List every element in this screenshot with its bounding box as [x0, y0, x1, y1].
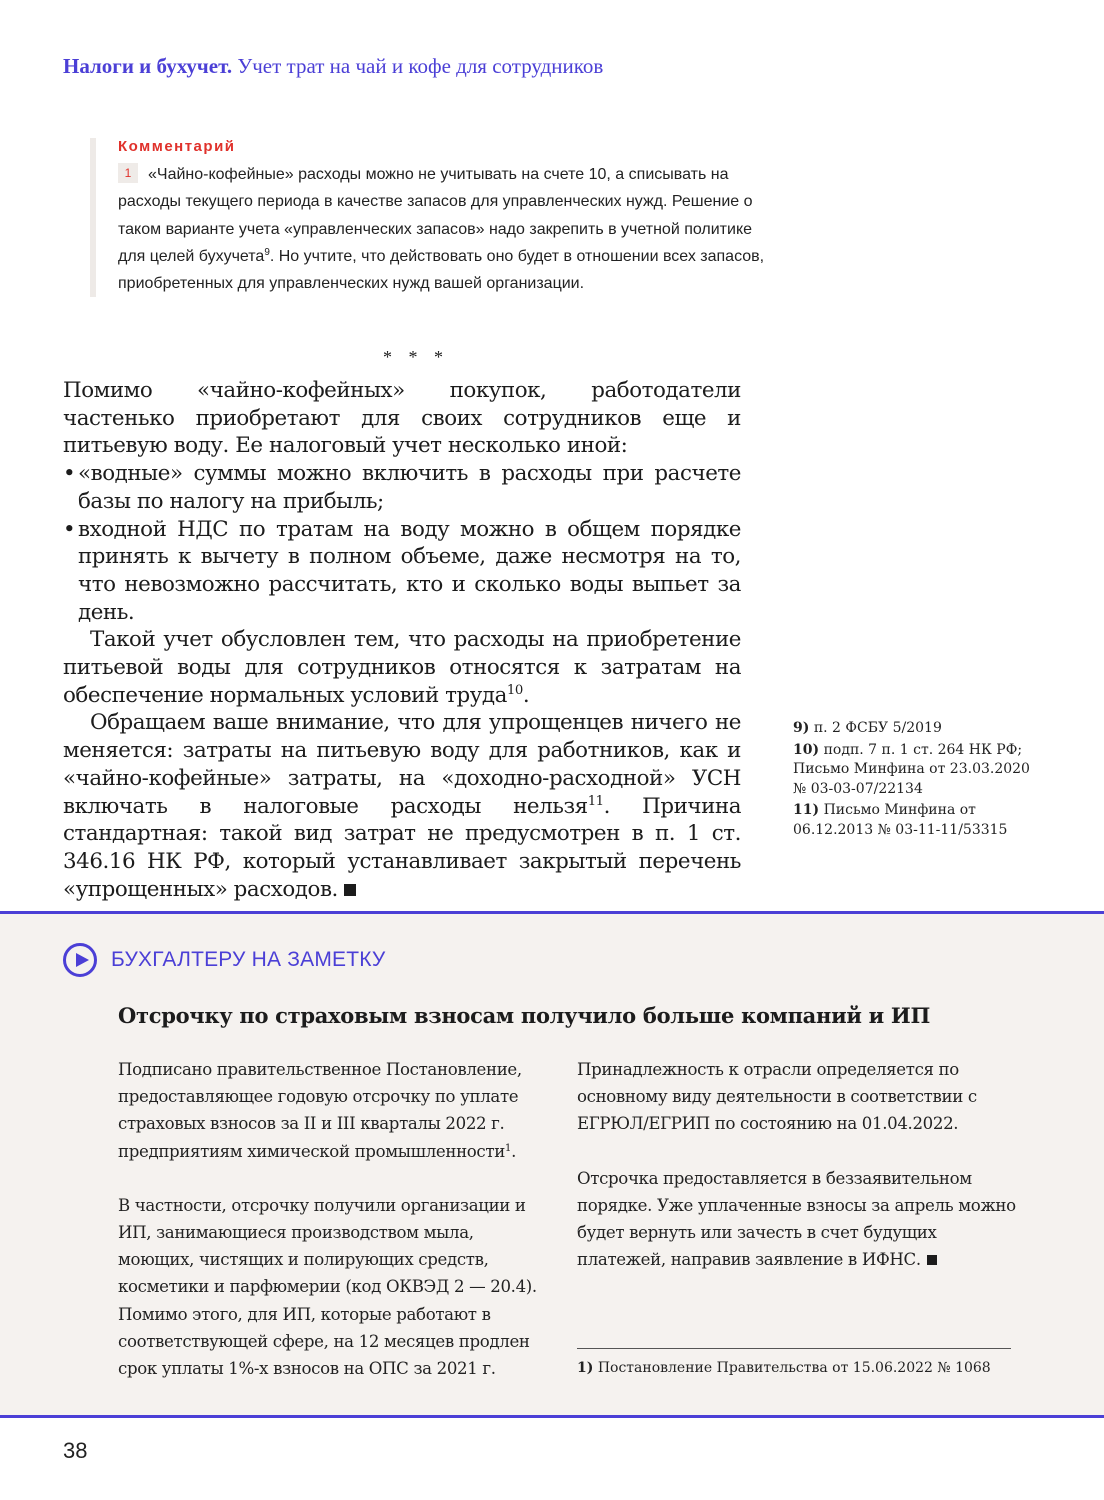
panel-title: Отсрочку по страховым взносам получило больше компаний и ИП — [118, 1003, 930, 1028]
sidenote — [793, 719, 1043, 739]
panel-paragraph-text: Подписано правительственное Постановление, предоставляющее годовую отсрочку по уплате страховых взносов за II и III кварталы 2022 г. предприятиям химической промышленности — [118, 1060, 522, 1161]
accountant-note-panel — [0, 911, 1104, 1418]
sidenote-text: подп. 7 п. 1 ст. 264 НК РФ; Письмо Минфина от 23.03.2020 № 03-03-07/22134 — [793, 741, 1030, 797]
sidenote-number: 10) — [793, 741, 820, 758]
sidenotes — [793, 719, 1043, 842]
panel-paragraph: В частности, отсрочку получили организации и ИП, занимающиеся производством мыла, моющих, чистящих и полирующих средств, косметики и парфюмерии (код ОКВЭД 2 — 20.4). Помимо этого, для ИП, которые работают в соответствующей сфере, на 12 месяцев продлен срок уплаты 1%-х взносов на ОПС за 2021 г. — [118, 1195, 537, 1379]
section-separator: * * * — [383, 347, 449, 367]
panel-footnote — [577, 1360, 991, 1376]
paragraph-3-text-b: . Причина стандартная: такой вид затрат не предусмотрен в п. 1 ст. 346.16 НК РФ, который устанавливает закрытый перечень «упрощенных» расходов. — [63, 793, 741, 902]
panel-paragraph — [118, 1056, 548, 1165]
paragraph-2 — [63, 626, 741, 709]
bullet-list — [63, 460, 741, 626]
comment-text-b: . Но учтите, что действовать оно будет в отношении всех запасов, приобретенных для управленческих нужд вашей организации. — [118, 247, 765, 293]
paragraph-3 — [63, 709, 741, 903]
list-item: • «водные» суммы можно включить в расходы при расчете базы по налогу на прибыль; — [63, 460, 741, 515]
comment-text-a: «Чайно-кофейные» расходы можно не учитывать на счете 10, а списывать на расходы текущего периода в качестве запасов для управленческих нужд. Решение о таком варианте учета «управленческих запасов» надо закрепить в учетной политике для целей бухучета — [118, 166, 753, 265]
sidenote-text: Письмо Минфина от 06.12.2013 № 03-11-11/53315 — [793, 802, 1008, 838]
panel-left-column — [118, 1056, 548, 1409]
sidenote-number: 11) — [793, 802, 820, 818]
header-title: Учет трат на чай и кофе для сотрудников — [237, 54, 604, 78]
page-number: 38 — [63, 1438, 88, 1463]
end-of-article-mark — [344, 884, 356, 896]
footnote-ref-1[interactable]: 1 — [504, 1141, 512, 1154]
panel-paragraph: Принадлежность к отрасли определяется по основному виду деятельности в соответствии с ЕГРЮЛ/ЕГРИП по состоянию на 01.04.2022. — [577, 1060, 977, 1134]
footnote-ref-10[interactable]: 10 — [506, 683, 523, 699]
panel-right-column — [577, 1056, 1017, 1300]
footnote-ref-9[interactable]: 9 — [264, 247, 270, 259]
footnote-text: Постановление Правительства от 15.06.2022 № 1068 — [597, 1360, 991, 1376]
comment-box — [90, 138, 768, 297]
footnote-number: 1) — [577, 1360, 594, 1376]
footnote-divider — [577, 1348, 1011, 1349]
paragraph-2-end: . — [522, 682, 530, 708]
sidenote-text: п. 2 ФСБУ 5/2019 — [813, 720, 942, 736]
panel-paragraph-text: Отсрочка предоставляется в беззаявительном порядке. Уже уплаченные взносы за апрель можно будет вернуть или зачесть в счет будущих платежей, направив заявление в ИФНС. — [577, 1168, 1016, 1270]
list-item: • входной НДС по тратам на воду можно в общем порядке принять к вычету в полном объеме, даже несмотря на то, что невозможно рассчитать, кто и сколько воды выпьет за день. — [63, 516, 741, 627]
panel-paragraph-end: . — [511, 1141, 517, 1161]
paragraph-3-text-a: Обращаем ваше внимание, что для упрощенцев ничего не меняется: затраты на питьевую воду для работников, как и «чайно-кофейные» затраты, на «доходно-расходной» УСН включать в налоговые расходы нельзя — [63, 710, 741, 819]
paragraph-2-text: Такой учет обусловлен тем, что расходы на приобретение питьевой воды для сотрудников относятся к затратам на обеспечение нормальных условий труда — [63, 627, 741, 708]
footnote-ref-11[interactable]: 11 — [587, 794, 604, 810]
sidenote — [793, 741, 1043, 800]
running-header — [63, 54, 603, 79]
sidenote — [793, 801, 1043, 840]
play-triangle — [75, 953, 89, 967]
panel-header — [63, 943, 385, 977]
panel-label: БУХГАЛТЕРУ НА ЗАМЕТКУ — [111, 948, 386, 971]
comment-title: Комментарий — [118, 138, 236, 155]
sidenote-number: 9) — [793, 720, 810, 736]
comment-text — [118, 161, 768, 297]
intro-paragraph: Помимо «чайно-кофейных» покупок, работодатели частенько приобретают для своих сотрудников еще и питьевую воду. Ее налоговый учет несколько иной: — [63, 378, 741, 459]
panel-paragraph — [577, 1165, 1017, 1274]
play-icon — [63, 943, 97, 977]
comment-number-badge: 1 — [118, 163, 138, 183]
article-body — [63, 377, 741, 903]
end-of-note-mark — [927, 1255, 937, 1265]
header-section: Налоги и бухучет. — [63, 54, 233, 78]
